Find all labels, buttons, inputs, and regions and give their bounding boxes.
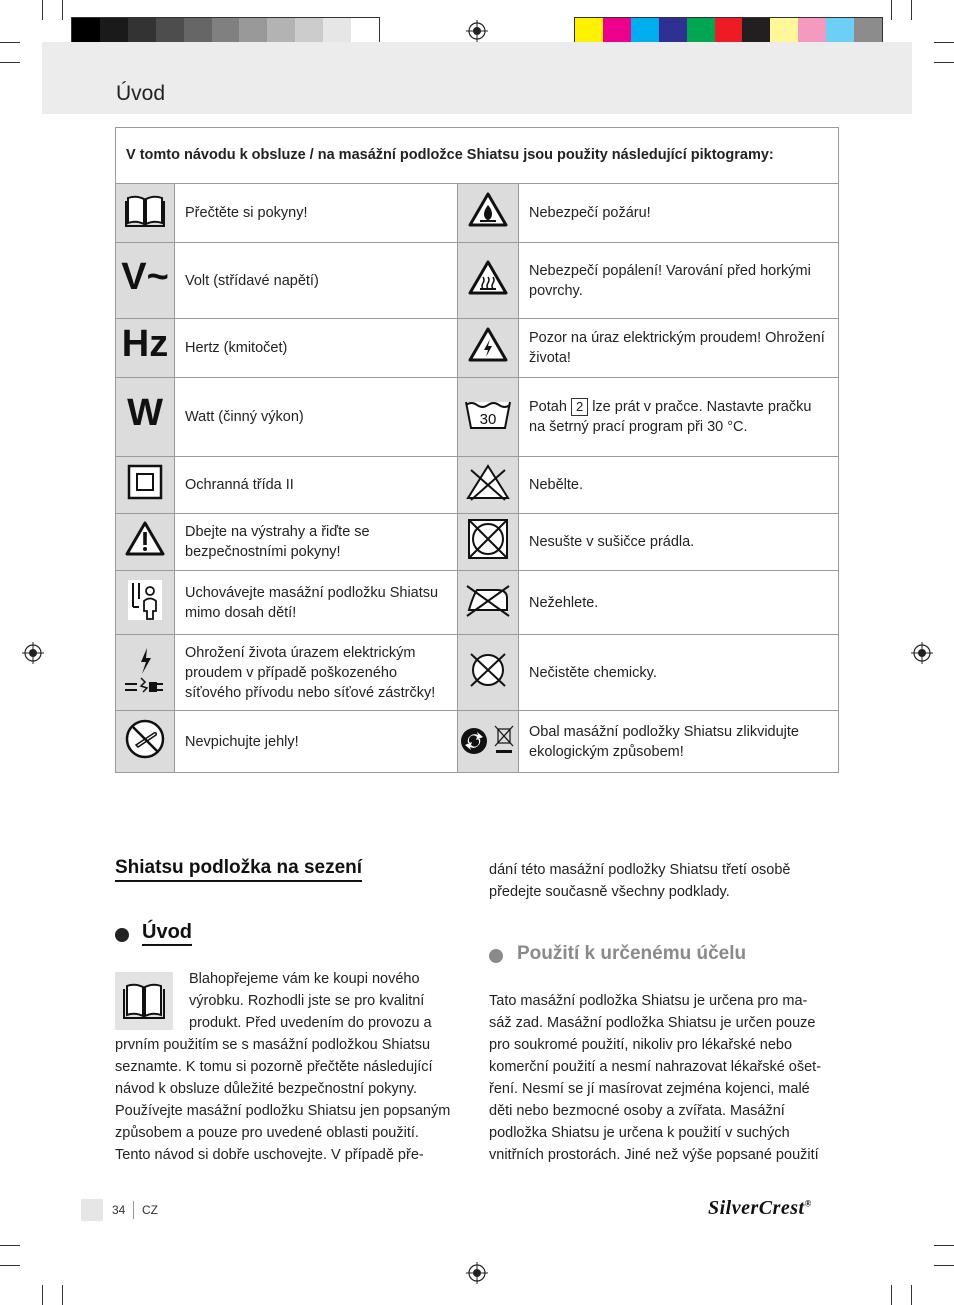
table-row (116, 243, 839, 319)
crop-mark (0, 62, 20, 63)
crop-mark (891, 1285, 892, 1305)
svg-text:30: 30 (479, 411, 497, 428)
section-title: Shiatsu podložka na sezení (115, 857, 362, 882)
registration-mark-icon (466, 20, 488, 42)
recycle-icon (458, 711, 519, 773)
table-cell: Nevpichujte jehly! (175, 711, 458, 773)
footer-divider (133, 1201, 134, 1219)
use-heading: Použití k určenému účelu (517, 943, 747, 964)
keep-away-children-icon (116, 571, 175, 635)
crop-mark (911, 0, 912, 20)
wash-30-icon (458, 378, 519, 457)
table-cell: Potah 2 lze prát v pračce. Nastavte pračku na šetrný prací program při 30 °C. (519, 378, 839, 457)
table-cell: Watt (činný výkon) (175, 378, 458, 457)
crop-mark (934, 1245, 954, 1246)
table-cell: Ochranná třída II (175, 457, 458, 514)
crop-mark (934, 42, 954, 43)
table-cell: Ohrožení života úrazem elektrickým proudem v případě poškozeného síťového přívodu nebo síťové zástrčky! (175, 635, 458, 711)
table-row (116, 514, 839, 571)
table-row (116, 457, 839, 514)
do-not-dry-clean-icon (458, 635, 519, 711)
pictogram-intro: V tomto návodu k obsluze / na masážní podložce Shiatsu jsou použity následující piktogramy: (116, 128, 839, 184)
intro-paragraph: Blahopřejeme vám ke koupi nového výrobku. Rozhodli jste se pro kvalitní produkt. Před uvedením do provozu a prvním použitím se s masážní podložkou Shiatsu seznamte. K tomu si pozorně přečtěte následující návod k obsluze důležité bezpečnostní pokyny. Používejte masážní podložku Shiatsu jen popsaným způsobem a pouze pro uvedené oblasti použití. Tento návod si dobře uschovejte. V případě pře- (115, 971, 451, 1163)
swatch (798, 18, 826, 45)
do-not-bleach-icon (458, 457, 519, 514)
electric-shock-icon (458, 319, 519, 378)
book-icon (116, 184, 175, 243)
swatch (351, 18, 379, 45)
swatch (267, 18, 295, 45)
brand-logo: SilverCrest® (708, 1197, 812, 1219)
crop-mark (911, 1285, 912, 1305)
table-cell: Pozor na úraz elektrickým proudem! Ohrožení života! (519, 319, 839, 378)
swatch (323, 18, 351, 45)
continued-paragraph: dání této masážní podložky Shiatsu třetí osobě předejte současně všechny podklady. (489, 862, 791, 900)
crop-mark (0, 1265, 20, 1266)
crop-mark (0, 1245, 20, 1246)
table-row (116, 635, 839, 711)
table-cell: Nečistěte chemicky. (519, 635, 839, 711)
swatch (770, 18, 798, 45)
swatch (631, 18, 659, 45)
table-row (116, 711, 839, 773)
swatch (742, 18, 770, 45)
watt-icon: W (116, 378, 175, 457)
swatch (826, 18, 854, 45)
table-cell: Nesušte v sušičce prádla. (519, 514, 839, 571)
table-row (116, 319, 839, 378)
swatch (575, 18, 603, 45)
fire-hazard-icon (458, 184, 519, 243)
crop-mark (934, 1265, 954, 1266)
table-cell: Nebělte. (519, 457, 839, 514)
swatch (184, 18, 212, 45)
do-not-tumble-dry-icon (458, 514, 519, 571)
table-row (116, 184, 839, 243)
crop-mark (934, 62, 954, 63)
swatch (239, 18, 267, 45)
table-row (116, 571, 839, 635)
table-cell: Obal masážní podložky Shiatsu zlikvidujte ekologickým způsobem! (519, 711, 839, 773)
table-cell: Dbejte na výstrahy a řiďte se bezpečnostními pokyny! (175, 514, 458, 571)
crop-mark (42, 1285, 43, 1305)
swatch (659, 18, 687, 45)
registration-mark-icon (466, 1262, 488, 1284)
footer-tab (81, 1199, 103, 1221)
swatch (128, 18, 156, 45)
crop-mark (0, 42, 20, 43)
hot-surface-icon (458, 243, 519, 319)
volt-ac-icon: V~ (116, 243, 175, 319)
bullet-icon (489, 949, 503, 963)
hertz-icon: Hz (116, 319, 175, 378)
swatch (156, 18, 184, 45)
pictogram-table (115, 127, 839, 773)
table-cell: Nebezpečí požáru! (519, 184, 839, 243)
table-cell: Přečtěte si pokyny! (175, 184, 458, 243)
crop-mark (62, 0, 63, 20)
registration-mark-icon (911, 642, 933, 664)
table-cell: Volt (střídavé napětí) (175, 243, 458, 319)
swatch (854, 18, 882, 45)
bullet-icon (115, 928, 129, 942)
table-cell: Hertz (kmitočet) (175, 319, 458, 378)
no-needles-icon (116, 711, 175, 773)
table-row (116, 378, 839, 457)
warning-icon (116, 514, 175, 571)
swatch (687, 18, 715, 45)
crop-mark (62, 1285, 63, 1305)
swatch (295, 18, 323, 45)
table-cell: Uchovávejte masážní podložku Shiatsu mimo dosah dětí! (175, 571, 458, 635)
crop-mark (42, 0, 43, 20)
page-title: Úvod (116, 82, 166, 105)
registration-mark-icon (22, 642, 44, 664)
page-number: 34 (112, 1203, 126, 1217)
damaged-cord-icon (116, 635, 175, 711)
do-not-iron-icon (458, 571, 519, 635)
table-cell: Nebezpečí popálení! Varování před horkými povrchy. (519, 243, 839, 319)
swatch (715, 18, 743, 45)
use-paragraph: Tato masážní podložka Shiatsu je určena pro ma- sáž zad. Masážní podložka Shiatsu je určen pouze pro soukromé použití, nikoliv pro lékařské nebo komerční použití a nesmí nahrazovat lékařské ošet- ření. Nesmí se jí masírovat zejména kojenci, malé děti nebo bezmocné osoby a zvířata. Masážní podložka Shiatsu je určena k použití v suchých vnitřních prostorách. Jiné než výše popsané použití (489, 993, 822, 1163)
swatch (100, 18, 128, 45)
header-band (42, 42, 912, 114)
swatch (603, 18, 631, 45)
protection-class-ii-icon (116, 457, 175, 514)
table-cell: Nežehlete. (519, 571, 839, 635)
part-number-box: 2 (571, 398, 588, 416)
language-code: CZ (142, 1203, 158, 1217)
swatch (72, 18, 100, 45)
intro-heading: Úvod (142, 921, 192, 946)
swatch (212, 18, 240, 45)
crop-mark (891, 0, 892, 20)
